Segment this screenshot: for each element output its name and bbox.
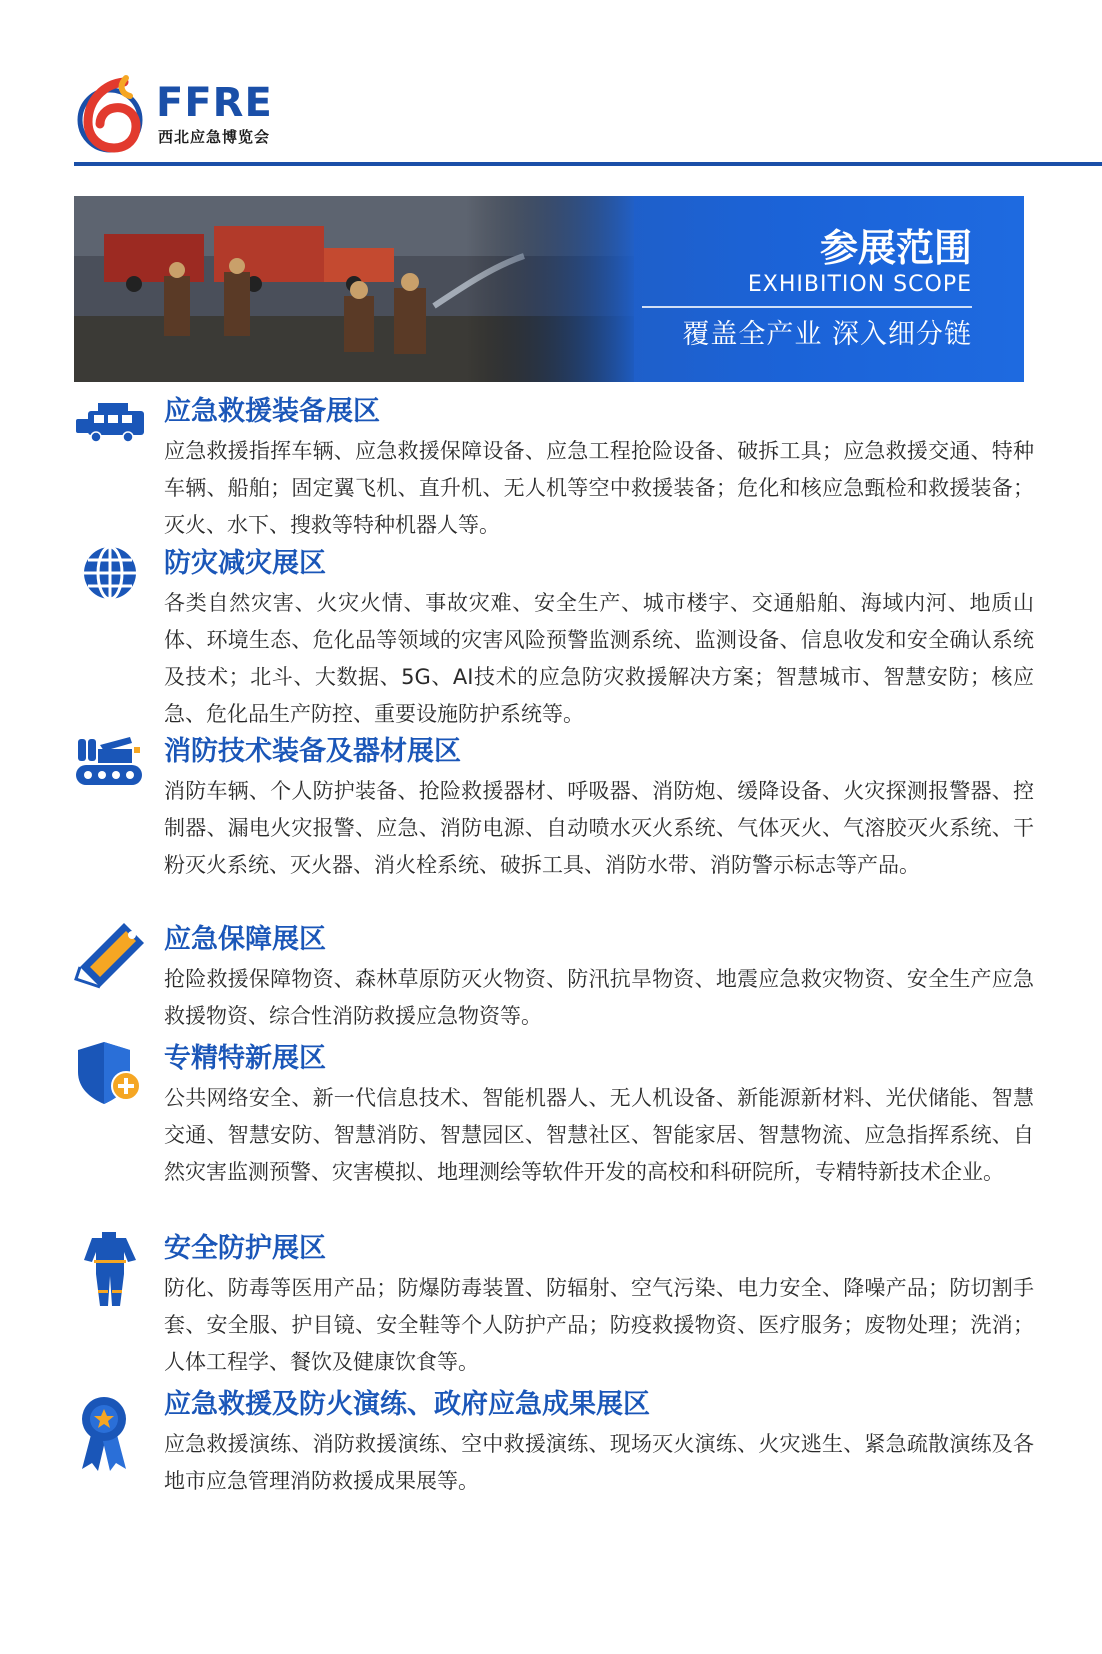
section-title: 防灾减灾展区 — [164, 548, 326, 579]
logo — [74, 72, 274, 156]
section-body: 消防车辆、个人防护装备、抢险救援器材、呼吸器、消防炮、缓降设备、火灾探测报警器、控制器、漏电火灾报警、应急、消防电源、自动喷水灭火系统、气体灭火、气溶胶灭火系统、干粉灭火系统、灭火器、消火栓系统、破拆工具、消防水带、消防警示标志等产品。 — [164, 779, 1034, 877]
section-body: 各类自然灾害、火灾火情、事故灾难、安全生产、城市楼宇、交通船舶、海域内河、地质山体、环境生态、危化品等领域的灾害风险预警监测系统、监测设备、信息收发和安全确认系统及技术；北斗、大数据、5G、AI技术的应急防灾救援解决方案；智慧城市、智慧安防；核应急、危化品生产防控、重要设施防护系统等。 — [164, 591, 1034, 726]
section-title: 应急救援及防火演练、政府应急成果展区 — [164, 1389, 650, 1420]
banner-slogan: 覆盖全产业 深入细分链 — [682, 319, 972, 350]
banner-subtitle: EXHIBITION SCOPE — [747, 272, 972, 297]
firefighters-scene-image — [74, 196, 634, 382]
banner-divider — [642, 306, 972, 308]
logo-text-cn: 西北应急博览会 — [158, 128, 271, 146]
section-body: 抢险救援保障物资、森林草原防灭火物资、防汛抗旱物资、地震应急救灾物资、安全生产应急救援物资、综合性消防救援应急物资等。 — [164, 967, 1034, 1028]
section-body: 防化、防毒等医用产品；防爆防毒装置、防辐射、空气污染、电力安全、降噪产品；防切割手套、安全服、护目镜、安全鞋等个人防护产品；防疫救援物资、医疗服务；废物处理；洗消；人体工程学、餐饮及健康饮食等。 — [164, 1276, 1034, 1374]
award-ribbon-icon — [74, 1386, 152, 1482]
shield-plus-icon — [74, 1040, 152, 1118]
flame-six-logo-icon — [74, 72, 150, 156]
banner-title: 参展范围 — [819, 226, 972, 270]
exhibition-scope-banner — [74, 196, 1024, 382]
protective-suit-icon — [74, 1230, 152, 1308]
rescue-truck-icon — [74, 393, 152, 471]
section-body: 应急救援指挥车辆、应急救援保障设备、应急工程抢险设备、破拆工具；应急救援交通、特种车辆、船舶；固定翼飞机、直升机、无人机等空中救援装备；危化和核应急甄检和救援装备；灭火、水下、搜救等特种机器人等。 — [164, 439, 1034, 537]
supply-tag-icon — [74, 921, 152, 999]
section-title: 专精特新展区 — [164, 1043, 326, 1074]
fire-equipment-vehicle-icon — [74, 733, 152, 811]
section-title: 安全防护展区 — [164, 1233, 326, 1264]
header-divider — [74, 162, 1102, 166]
section-title: 应急保障展区 — [164, 924, 326, 955]
logo-text-en: FFRE — [156, 80, 273, 126]
globe-icon — [74, 545, 152, 623]
section-body: 公共网络安全、新一代信息技术、智能机器人、无人机设备、新能源新材料、光伏储能、智慧交通、智慧安防、智慧消防、智慧园区、智慧社区、智能家居、智慧物流、应急指挥系统、自然灾害监测预警、灾害模拟、地理测绘等软件开发的高校和科研院所，专精特新技术企业。 — [164, 1086, 1034, 1184]
section-body: 应急救援演练、消防救援演练、空中救援演练、现场灭火演练、火灾逃生、紧急疏散演练及各地市应急管理消防救援成果展等。 — [164, 1432, 1034, 1493]
section-title: 消防技术装备及器材展区 — [164, 736, 461, 767]
section-title: 应急救援装备展区 — [164, 396, 380, 427]
